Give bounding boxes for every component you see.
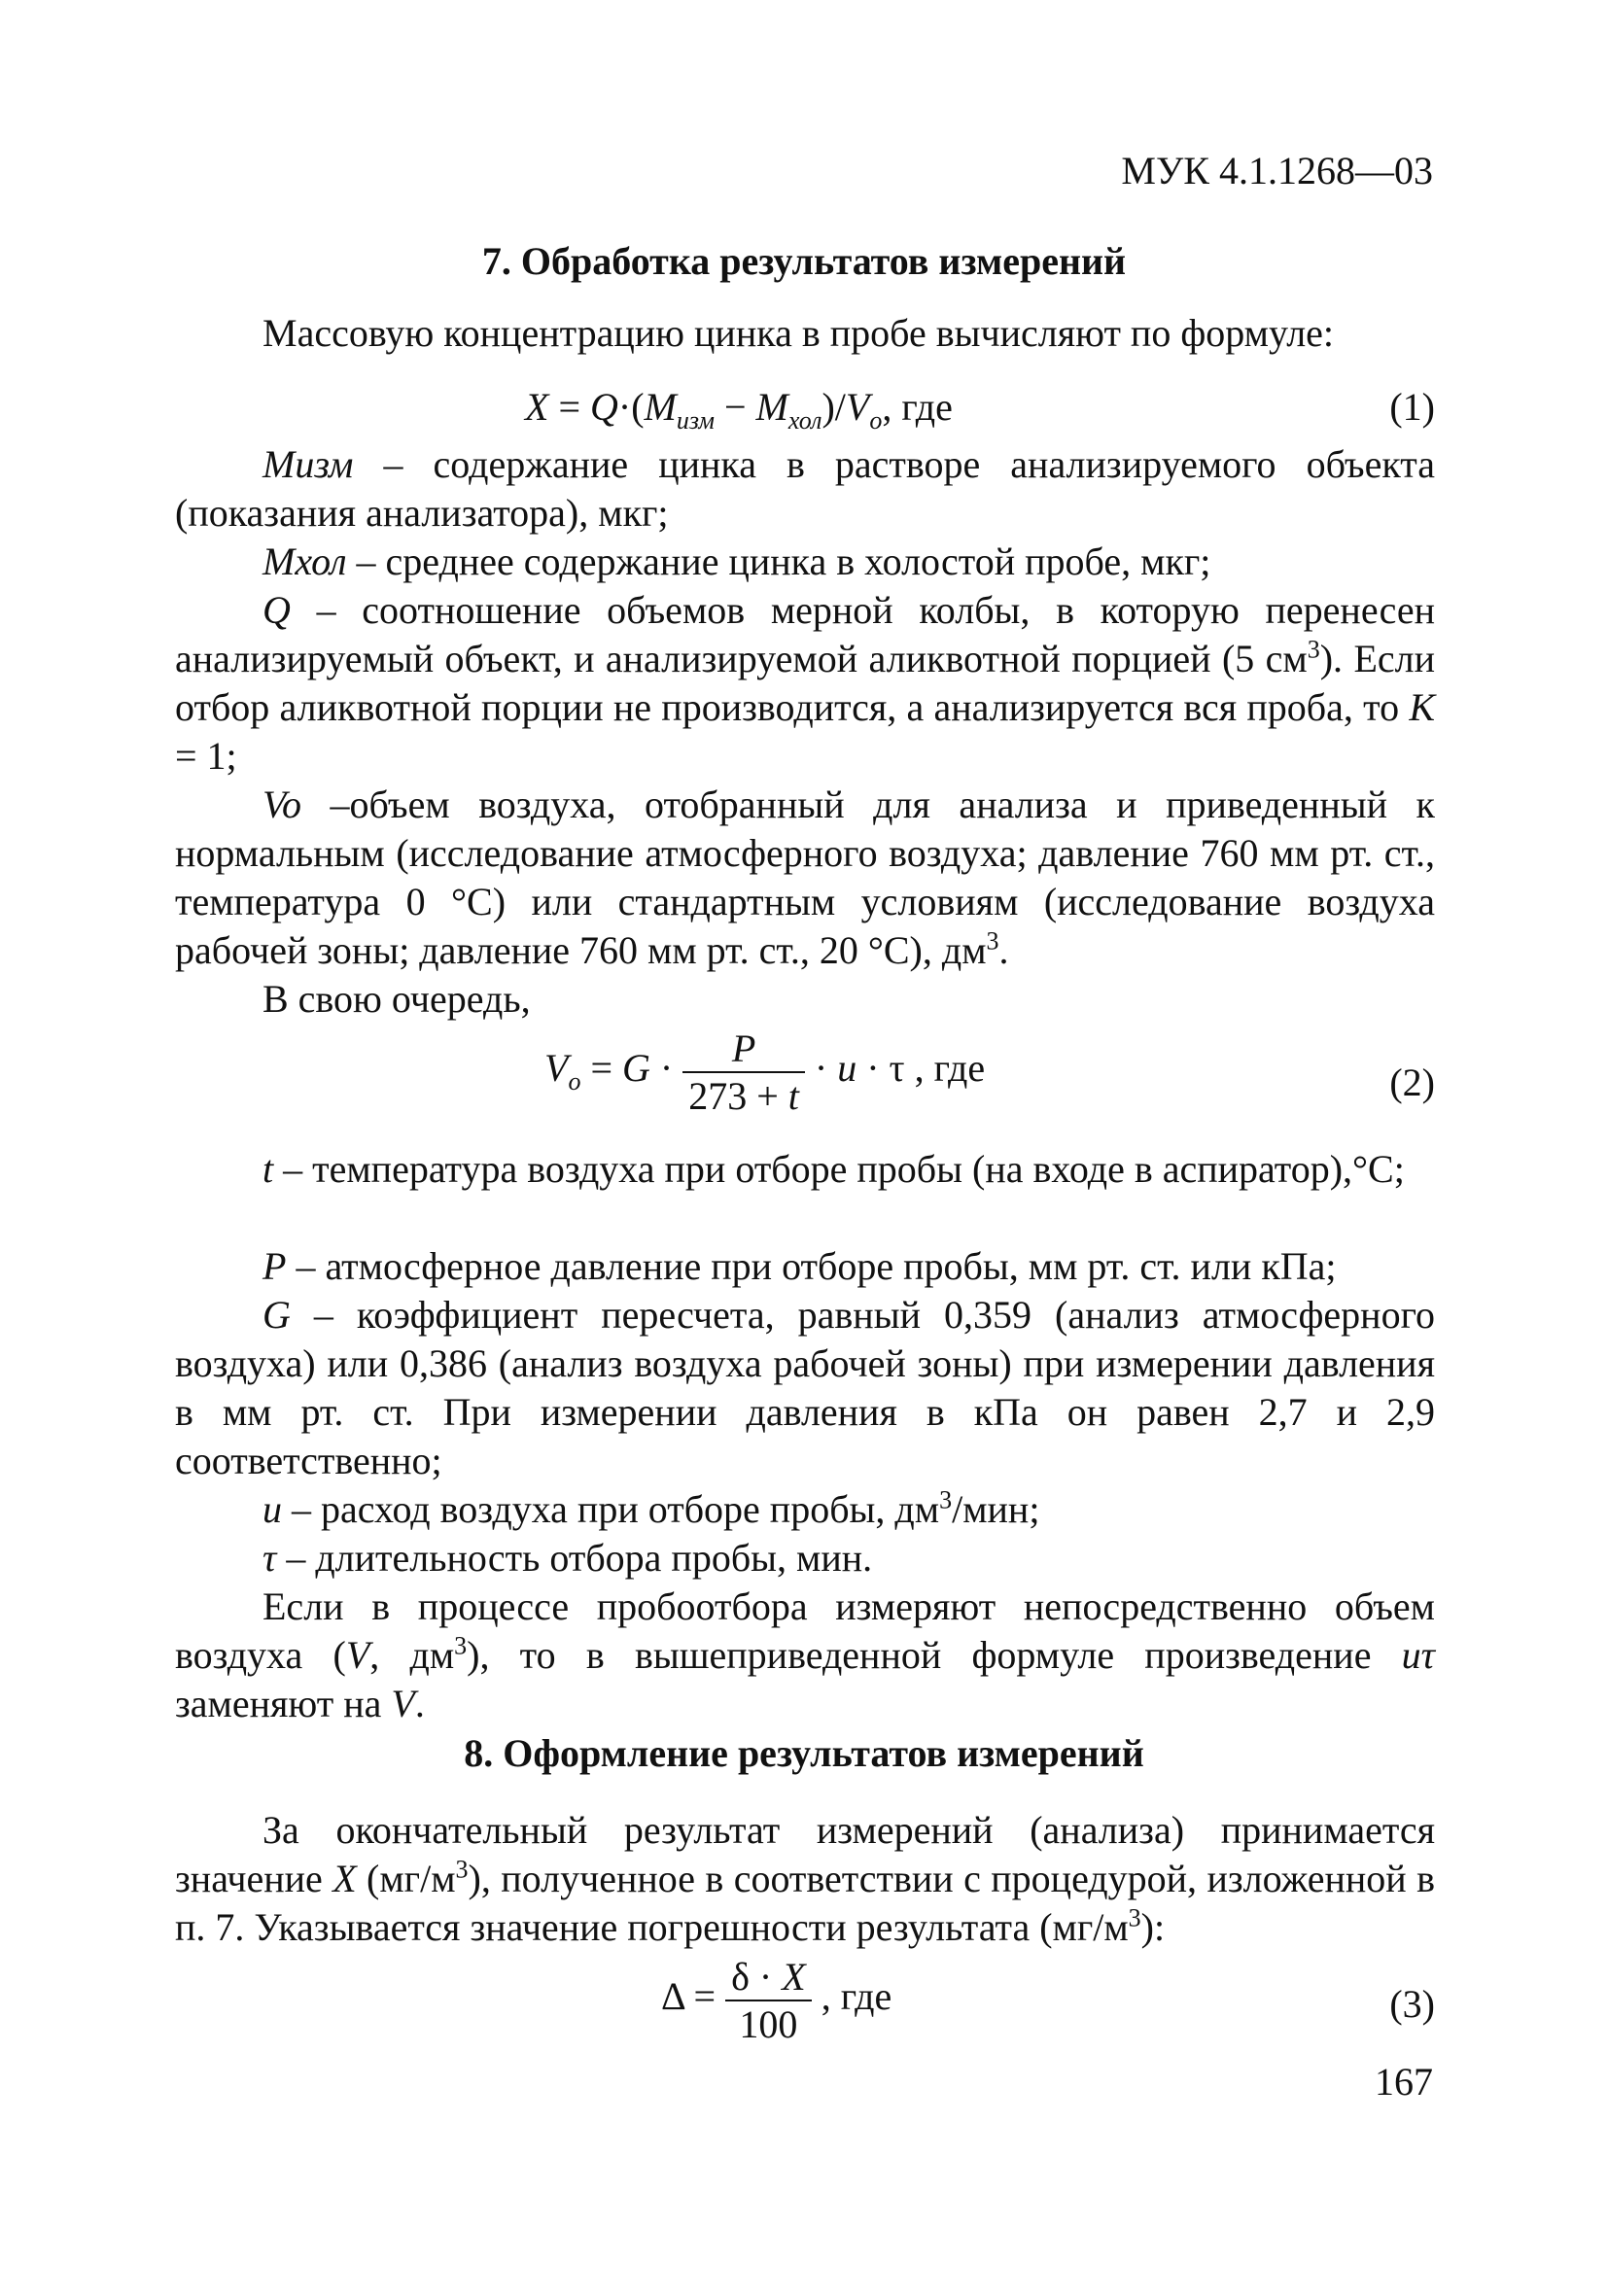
section-7-intro: Массовую концентрацию цинка в пробе вычисляют по формуле:	[262, 311, 1335, 355]
formula-2-tail-dot: ·	[804, 1046, 838, 1091]
formula-2-eq: =	[580, 1046, 622, 1091]
formula-3-numerator: δ ·	[731, 1955, 783, 1999]
section-8-paragraph	[175, 1806, 1435, 1952]
formula-1-div: )/	[821, 385, 846, 429]
formula-3-fraction	[725, 1954, 812, 2047]
volume-note-e: .	[414, 1682, 425, 1725]
page-number: 167	[1375, 2060, 1433, 2104]
definition-g	[175, 1291, 1435, 1485]
volume-note-sup: 3	[454, 1631, 468, 1660]
definition-t-text: – температура воздуха при отборе пробы (на входе в аспиратор),°С;	[273, 1147, 1405, 1191]
definition-q-text-a: – соотношение объемов мерной колбы, в которую перенесен анализируемый объект, и анализируемой аликвотной порцией (5 см	[175, 588, 1435, 680]
definition-q-sup: 3	[1307, 635, 1320, 664]
volume-note-b: , дм	[369, 1633, 455, 1677]
definition-m-hol-text: – среднее содержание цинка в холостой пробе, мкг;	[346, 539, 1211, 583]
section-8-title: 8. Оформление результатов измерений	[464, 1731, 1144, 1775]
formula-2-numerator: P	[731, 1026, 756, 1070]
definition-q	[175, 586, 1435, 781]
formula-2-u: u	[837, 1046, 857, 1091]
definition-p-text: – атмосферное давление при отборе пробы, мм рт. ст. или кПа;	[286, 1244, 1337, 1288]
definition-u	[175, 1485, 1435, 1534]
formula-1	[525, 384, 953, 435]
formula-1-number: (1)	[1389, 385, 1435, 429]
formula-1-m2-sub: хол	[787, 406, 822, 435]
section-8-sup-2: 3	[1128, 1903, 1141, 1932]
formula-1-v-sub: o	[869, 406, 883, 435]
section-8-text-b: (мг/м	[356, 1857, 456, 1900]
in-turn-text: В свою очередь,	[262, 977, 531, 1021]
formula-2-denominator: 273 +	[688, 1074, 788, 1118]
volume-note-ut: uτ	[1401, 1633, 1435, 1677]
formula-1-dot: ·(	[617, 385, 645, 429]
definition-q-text-b: ). Если отбор аликвотной порции не производится, а анализируется вся проба, то	[175, 637, 1435, 729]
definition-m-izm	[175, 440, 1435, 538]
volume-note-a: Если в процессе пробоотбора измеряют непосредственно объем воздуха (	[175, 1584, 1435, 1677]
formula-2-suffix: , где	[904, 1046, 986, 1091]
definition-m-hol-symbol: Mхол	[262, 539, 347, 583]
definition-u-symbol: u	[262, 1487, 282, 1531]
definition-p-symbol: P	[262, 1244, 287, 1288]
definition-g-text: – коэффициент пересчета, равный 0,359 (анализ атмосферного воздуха) или 0,386 (анализ воздуха рабочей зоны) при измерении давления в мм рт. ст. При измерении давления в кПа он равен 2,7 и 2,9 соответственно;	[175, 1293, 1435, 1482]
volume-note	[175, 1583, 1435, 1728]
volume-note-d: заменяют на	[175, 1682, 392, 1725]
formula-3-suffix: , где	[811, 1974, 892, 2019]
formula-3-denominator: 100	[739, 2002, 798, 2046]
formula-1-x: X	[525, 385, 549, 429]
definition-q-k: K	[1409, 685, 1435, 729]
formula-3-delta: Δ	[661, 1974, 684, 2019]
definition-tau-text: – длительность отбора пробы, мин.	[276, 1536, 873, 1580]
definition-u-text-a: – расход воздуха при отборе пробы, дм	[282, 1487, 940, 1531]
definition-g-symbol: G	[262, 1293, 291, 1337]
formula-1-minus: −	[714, 385, 756, 429]
formula-1-m2: M	[755, 385, 788, 429]
formula-1-m1: M	[644, 385, 677, 429]
definition-m-izm-text: – содержание цинка в растворе анализируемого объекта (показания анализатора), мкг;	[175, 442, 1435, 535]
definition-vo-text-a: –объем воздуха, отобранный для анализа и приведенный к нормальным (исследование атмосферного воздуха; давление 760 мм рт. ст., температура 0 °С) или стандартным условиям (исследование воздуха рабочей зоны; давление 760 мм рт. ст., 20 °С), дм	[175, 783, 1435, 972]
section-8-text-d: ):	[1140, 1905, 1166, 1949]
formula-2-tau: · τ	[856, 1046, 905, 1091]
definition-m-hol	[175, 538, 1435, 586]
formula-1-q: Q	[590, 385, 618, 429]
volume-note-c: ), то в вышеприведенной формуле произведение	[467, 1633, 1402, 1677]
definition-q-symbol: Q	[262, 588, 291, 632]
section-8-text-c: ), полученное в соответствии с процедурой, изложенной в п. 7. Указывается значение погрешности результата (мг/м	[175, 1857, 1436, 1949]
definition-u-sup: 3	[939, 1485, 953, 1514]
formula-2-v: V	[544, 1046, 569, 1091]
formula-1-v: V	[845, 385, 870, 429]
definition-u-text-b: /мин;	[952, 1487, 1040, 1531]
definition-vo-symbol: Vo	[262, 783, 301, 826]
definition-p	[175, 1242, 1435, 1291]
definition-t	[175, 1145, 1435, 1194]
definition-tau	[175, 1534, 1435, 1583]
formula-3	[661, 1954, 891, 2047]
definition-vo-sup: 3	[986, 926, 999, 956]
formula-2-denominator-t: t	[787, 1074, 799, 1118]
volume-note-v2: V	[391, 1682, 415, 1725]
formula-3-numerator-x: X	[782, 1955, 806, 1999]
formula-1-eq: =	[548, 385, 590, 429]
formula-1-m1-sub: изм	[676, 406, 715, 435]
formula-3-eq: =	[683, 1974, 726, 2019]
section-8-text-a: За окончательный результат измерений (анализа) принимается значение	[175, 1808, 1435, 1900]
formula-2-number: (2)	[1389, 1061, 1435, 1104]
volume-note-v: V	[345, 1633, 370, 1677]
formula-2-g: G	[622, 1046, 650, 1091]
section-8-sup-1: 3	[455, 1855, 469, 1884]
formula-2-v-sub: o	[568, 1067, 581, 1096]
formula-1-suffix: , где	[882, 385, 953, 429]
definition-tau-symbol: τ	[262, 1536, 277, 1580]
document-code-header: МУК 4.1.1268—03	[1121, 149, 1433, 192]
definition-q-text-c: = 1;	[175, 734, 237, 778]
definition-t-symbol: t	[262, 1147, 274, 1191]
section-7-title: 7. Обработка результатов измерений	[481, 239, 1127, 283]
formula-2-dot: ·	[649, 1046, 683, 1091]
formula-2-fraction	[682, 1026, 805, 1119]
definition-m-izm-symbol: Mизм	[262, 442, 354, 486]
definition-vo	[175, 781, 1435, 975]
formula-2	[544, 1026, 985, 1119]
formula-3-number: (3)	[1389, 1982, 1435, 2026]
section-8-x: X	[332, 1857, 357, 1900]
definition-vo-text-b: .	[998, 928, 1009, 972]
